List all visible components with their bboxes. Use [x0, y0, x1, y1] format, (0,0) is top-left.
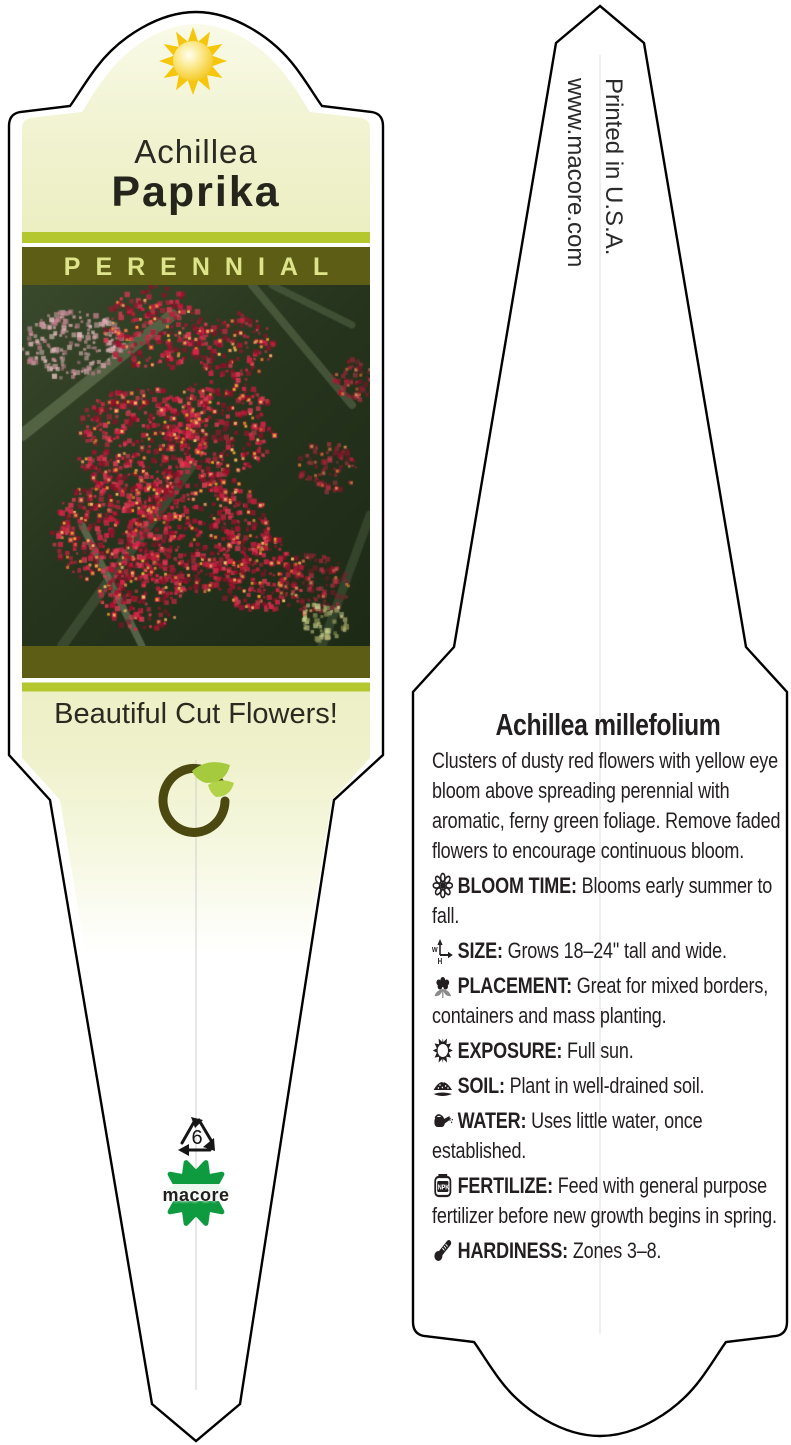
care-label: BLOOM TIME:	[457, 873, 577, 898]
care-label: HARDINESS:	[457, 1238, 569, 1263]
care-label: EXPOSURE:	[457, 1038, 563, 1063]
care-label: FERTILIZE:	[457, 1173, 553, 1198]
care-text: Zones 3–8.	[572, 1238, 662, 1263]
variety-name: Paprika	[111, 168, 281, 216]
back-copy	[432, 707, 784, 1266]
stake-print-info	[556, 78, 632, 378]
hardiness-icon	[432, 1237, 454, 1264]
category-banner: PERENNIAL	[63, 252, 344, 281]
care-label: SIZE:	[457, 938, 503, 963]
care-label: PLACEMENT:	[457, 973, 572, 998]
care-label: SOIL:	[457, 1073, 505, 1098]
species-heading: Achillea millefolium	[495, 707, 721, 742]
recycle-number: 6	[191, 1127, 203, 1149]
soil-icon	[432, 1072, 454, 1099]
svg-text:NPK: NPK	[437, 1183, 450, 1192]
website-text: www.macore.com	[562, 78, 589, 268]
care-text: Uses little water, once established.	[432, 1108, 703, 1163]
care-text: Full sun.	[566, 1038, 634, 1063]
svg-text:H: H	[437, 956, 443, 964]
care-item-bloom-time	[432, 871, 784, 931]
care-item-fertilize	[432, 1171, 784, 1231]
care-item-exposure	[432, 1036, 784, 1066]
fertilize-icon	[432, 1172, 454, 1199]
care-text: Grows 18–24" tall and wide.	[507, 938, 727, 963]
exposure-icon	[432, 1037, 454, 1064]
size-icon	[432, 937, 454, 964]
care-item-hardiness	[432, 1236, 784, 1266]
care-text: Plant in well-drained soil.	[509, 1073, 705, 1098]
care-text: Great for mixed borders, containers and mass planting.	[432, 973, 769, 1028]
care-item-placement	[432, 971, 784, 1031]
printed-in-text: Printed in U.S.A.	[600, 78, 627, 256]
care-item-water	[432, 1106, 784, 1166]
care-label: WATER:	[457, 1108, 527, 1133]
care-item-size	[432, 936, 784, 966]
care-text: Blooms early summer to fall.	[432, 873, 773, 928]
care-item-soil	[432, 1071, 784, 1101]
genus-name: Achillea	[134, 133, 258, 170]
bloom-time-icon	[432, 872, 454, 899]
svg-text:w: w	[432, 944, 438, 955]
tagline: Beautiful Cut Flowers!	[54, 698, 338, 730]
placement-icon	[432, 972, 454, 999]
water-icon	[432, 1107, 454, 1134]
plant-description: Clusters of dusty red flowers with yellow eye bloom above spreading perennial with aromatic, ferny green foliage. Remove faded flowers to encourage continuous bloom.	[432, 748, 781, 863]
brand-name: macore	[162, 1185, 230, 1205]
care-text: Feed with general purpose fertilizer before new growth begins in spring.	[432, 1173, 777, 1228]
